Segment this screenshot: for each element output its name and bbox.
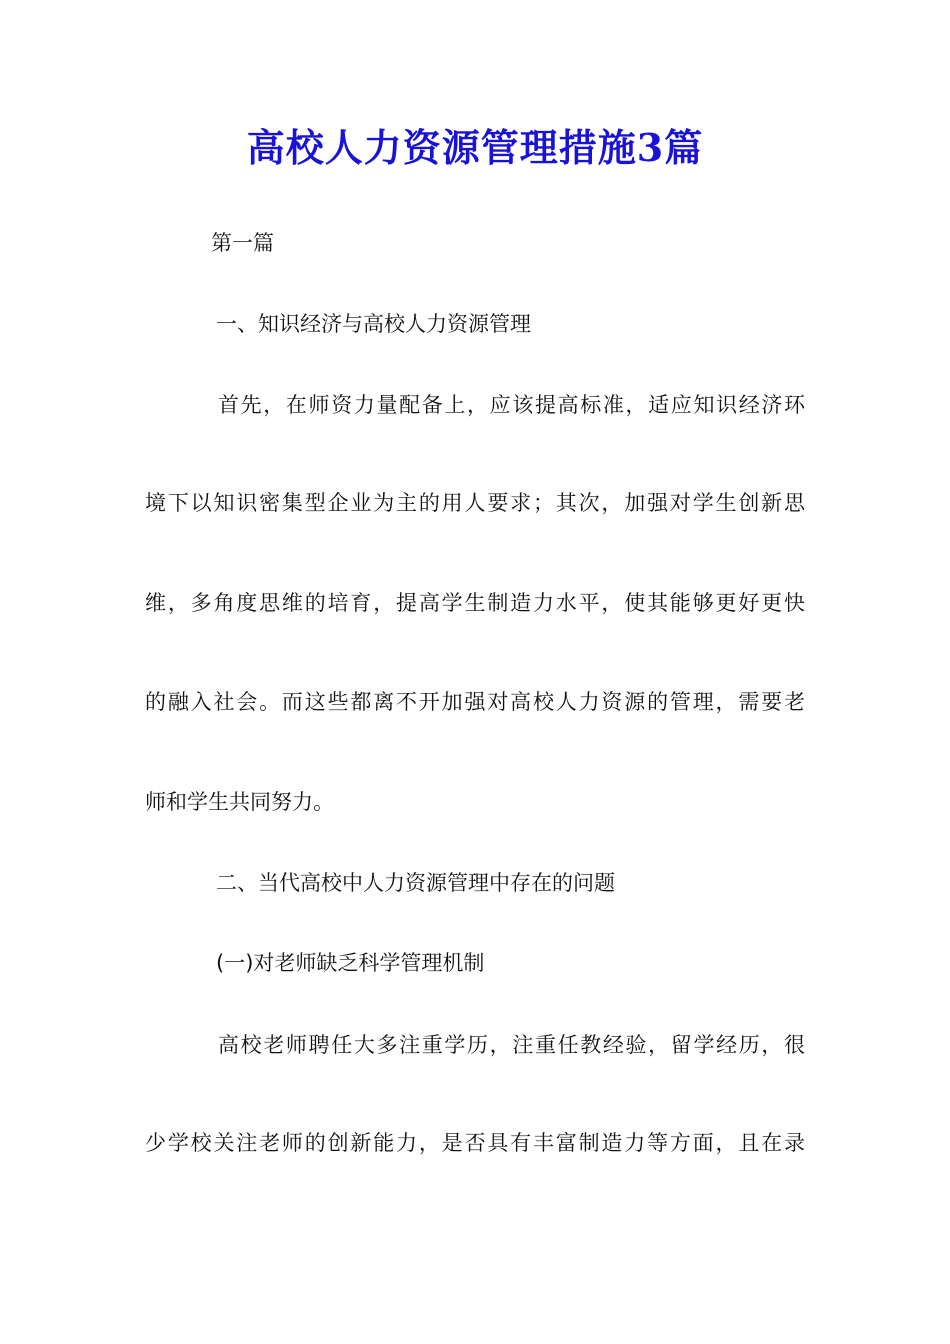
heading-knowledge-economy: 一、知识经济与高校人力资源管理	[216, 312, 531, 336]
paragraph-line: 境下以知识密集型企业为主的用人要求；其次，加强对学生创新思	[145, 491, 805, 515]
paragraph-line: 的融入社会。而这些都离不开加强对高校人力资源的管理，需要老	[145, 690, 805, 714]
paragraph-line: 维，多角度思维的培育，提高学生制造力水平，使其能够更好更快	[145, 591, 805, 615]
paragraph-line: 师和学生共同努力。	[145, 790, 334, 814]
heading-current-problems: 二、当代高校中人力资源管理中存在的问题	[216, 871, 615, 895]
document-title: 高校人力资源管理措施3篇	[246, 125, 704, 170]
paragraph-line: 高校老师聘任大多注重学历，注重任教经验，留学经历，很	[218, 1033, 805, 1057]
paragraph-line: 首先，在师资力量配备上，应该提高标准，适应知识经济环	[218, 393, 805, 417]
section-label: 第一篇	[211, 231, 274, 255]
subheading-teacher-management: (一)对老师缺乏科学管理机制	[216, 951, 485, 975]
paragraph-line: 少学校关注老师的创新能力，是否具有丰富制造力等方面，且在录	[145, 1131, 805, 1155]
